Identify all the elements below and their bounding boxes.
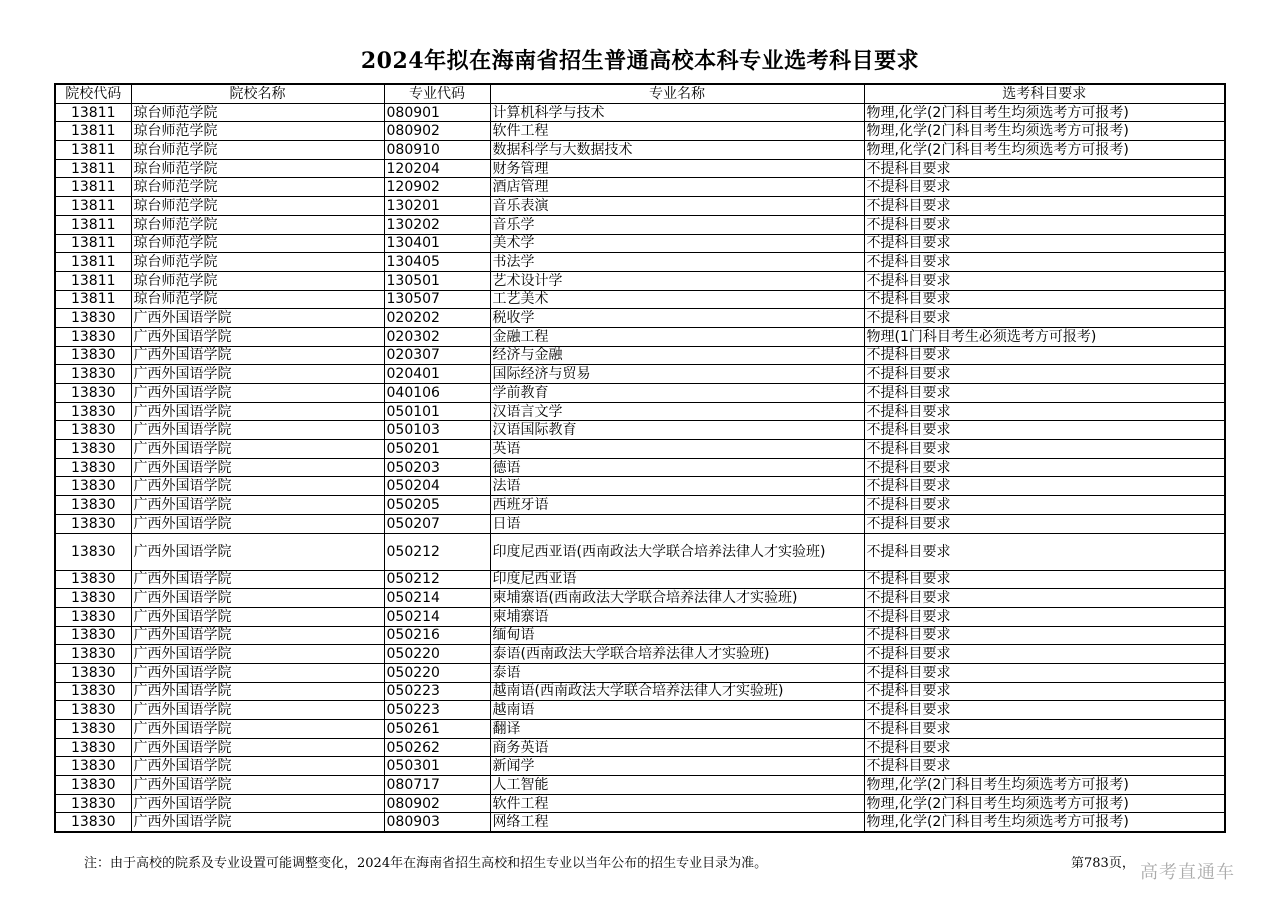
school-code-cell: 13811 (55, 290, 131, 309)
table-row (55, 178, 1225, 197)
major-code-cell: 050212 (384, 570, 490, 589)
major-code-cell: 050223 (384, 701, 490, 720)
school-name-cell: 广西外国语学院 (131, 458, 384, 477)
major-name-cell: 德语 (490, 458, 864, 477)
major-code-cell: 050103 (384, 421, 490, 440)
table-row (55, 421, 1225, 440)
school-code-cell: 13811 (55, 178, 131, 197)
school-name-cell: 广西外国语学院 (131, 309, 384, 328)
requirement-cell: 物理,化学(2门科目考生均须选考方可报考) (864, 776, 1225, 795)
school-code-cell: 13830 (55, 738, 131, 757)
school-code-cell: 13830 (55, 533, 131, 570)
school-name-cell: 广西外国语学院 (131, 514, 384, 533)
major-name-cell: 学前教育 (490, 384, 864, 403)
requirement-cell: 不提科目要求 (864, 234, 1225, 253)
school-name-cell: 琼台师范学院 (131, 122, 384, 141)
school-code-cell: 13811 (55, 197, 131, 216)
major-name-cell: 日语 (490, 514, 864, 533)
requirement-cell: 不提科目要求 (864, 346, 1225, 365)
major-name-cell: 美术学 (490, 234, 864, 253)
table-row (55, 384, 1225, 403)
requirement-cell: 不提科目要求 (864, 402, 1225, 421)
major-code-cell: 050214 (384, 607, 490, 626)
major-name-cell: 印度尼西亚语(西南政法大学联合培养法律人才实验班) (490, 533, 864, 570)
requirement-cell: 不提科目要求 (864, 682, 1225, 701)
major-name-cell: 西班牙语 (490, 496, 864, 515)
table-row (55, 309, 1225, 328)
school-code-cell: 13811 (55, 215, 131, 234)
major-name-cell: 软件工程 (490, 794, 864, 813)
major-code-cell: 050223 (384, 682, 490, 701)
school-code-cell: 13830 (55, 514, 131, 533)
table-row (55, 477, 1225, 496)
table-row (55, 533, 1225, 570)
requirement-cell: 不提科目要求 (864, 533, 1225, 570)
school-code-cell: 13830 (55, 813, 131, 832)
school-code-cell: 13811 (55, 141, 131, 160)
major-code-cell: 050220 (384, 663, 490, 682)
table-row (55, 103, 1225, 122)
requirement-cell: 物理(1门科目考生必须选考方可报考) (864, 327, 1225, 346)
school-name-cell: 琼台师范学院 (131, 215, 384, 234)
school-name-cell: 琼台师范学院 (131, 178, 384, 197)
requirement-cell: 不提科目要求 (864, 738, 1225, 757)
table-row (55, 570, 1225, 589)
requirement-cell: 不提科目要求 (864, 178, 1225, 197)
requirement-cell: 不提科目要求 (864, 626, 1225, 645)
watermark: 高考直通车 (1140, 862, 1235, 883)
school-name-cell: 广西外国语学院 (131, 327, 384, 346)
school-code-cell: 13830 (55, 440, 131, 459)
requirements-table (54, 83, 1226, 833)
requirement-cell: 不提科目要求 (864, 663, 1225, 682)
school-name-cell: 广西外国语学院 (131, 589, 384, 608)
table-row (55, 813, 1225, 832)
requirement-cell: 不提科目要求 (864, 570, 1225, 589)
requirement-cell: 不提科目要求 (864, 253, 1225, 272)
requirement-cell: 不提科目要求 (864, 645, 1225, 664)
major-name-cell: 国际经济与贸易 (490, 365, 864, 384)
school-name-cell: 琼台师范学院 (131, 103, 384, 122)
table-row (55, 365, 1225, 384)
requirement-cell: 不提科目要求 (864, 159, 1225, 178)
major-name-cell: 英语 (490, 440, 864, 459)
major-name-cell: 新闻学 (490, 757, 864, 776)
requirement-cell: 不提科目要求 (864, 290, 1225, 309)
school-name-cell: 广西外国语学院 (131, 663, 384, 682)
major-code-cell: 080902 (384, 122, 490, 141)
major-code-cell: 120902 (384, 178, 490, 197)
table-row (55, 776, 1225, 795)
requirement-cell: 不提科目要求 (864, 514, 1225, 533)
major-code-cell: 080901 (384, 103, 490, 122)
major-name-cell: 计算机科学与技术 (490, 103, 864, 122)
school-name-cell: 广西外国语学院 (131, 533, 384, 570)
school-code-cell: 13830 (55, 496, 131, 515)
page-number: 第783页， (1071, 856, 1135, 871)
requirement-cell: 不提科目要求 (864, 701, 1225, 720)
major-name-cell: 商务英语 (490, 738, 864, 757)
major-name-cell: 泰语(西南政法大学联合培养法律人才实验班) (490, 645, 864, 664)
major-name-cell: 艺术设计学 (490, 271, 864, 290)
major-name-cell: 税收学 (490, 309, 864, 328)
table-row (55, 122, 1225, 141)
school-code-cell: 13811 (55, 103, 131, 122)
table-row (55, 440, 1225, 459)
major-code-cell: 080903 (384, 813, 490, 832)
school-name-cell: 琼台师范学院 (131, 197, 384, 216)
major-name-cell: 汉语言文学 (490, 402, 864, 421)
table-row (55, 159, 1225, 178)
table-row (55, 234, 1225, 253)
school-code-cell: 13830 (55, 701, 131, 720)
major-code-cell: 050207 (384, 514, 490, 533)
major-name-cell: 酒店管理 (490, 178, 864, 197)
school-name-cell: 广西外国语学院 (131, 720, 384, 739)
school-name-cell: 广西外国语学院 (131, 384, 384, 403)
school-code-cell: 13830 (55, 458, 131, 477)
requirement-cell: 不提科目要求 (864, 271, 1225, 290)
major-name-cell: 印度尼西亚语 (490, 570, 864, 589)
major-code-cell: 050212 (384, 533, 490, 570)
table-row (55, 327, 1225, 346)
requirement-cell: 不提科目要求 (864, 384, 1225, 403)
table-row (55, 197, 1225, 216)
table-row (55, 402, 1225, 421)
requirement-cell: 不提科目要求 (864, 757, 1225, 776)
school-name-cell: 广西外国语学院 (131, 421, 384, 440)
school-code-cell: 13811 (55, 234, 131, 253)
header-major-code: 专业代码 (384, 84, 490, 103)
requirement-cell: 不提科目要求 (864, 607, 1225, 626)
major-code-cell: 050101 (384, 402, 490, 421)
school-code-cell: 13811 (55, 122, 131, 141)
header-major-name: 专业名称 (490, 84, 864, 103)
major-code-cell: 080717 (384, 776, 490, 795)
school-name-cell: 广西外国语学院 (131, 346, 384, 365)
table-row (55, 682, 1225, 701)
requirement-cell: 不提科目要求 (864, 458, 1225, 477)
school-name-cell: 广西外国语学院 (131, 701, 384, 720)
table-row (55, 514, 1225, 533)
major-name-cell: 人工智能 (490, 776, 864, 795)
major-name-cell: 泰语 (490, 663, 864, 682)
major-code-cell: 080910 (384, 141, 490, 160)
school-name-cell: 广西外国语学院 (131, 607, 384, 626)
school-code-cell: 13830 (55, 645, 131, 664)
requirement-cell: 不提科目要求 (864, 365, 1225, 384)
major-name-cell: 工艺美术 (490, 290, 864, 309)
major-code-cell: 050201 (384, 440, 490, 459)
requirement-cell: 不提科目要求 (864, 496, 1225, 515)
school-code-cell: 13830 (55, 309, 131, 328)
table-body (55, 103, 1225, 832)
school-code-cell: 13830 (55, 589, 131, 608)
school-name-cell: 广西外国语学院 (131, 365, 384, 384)
school-name-cell: 广西外国语学院 (131, 738, 384, 757)
table-row (55, 720, 1225, 739)
table-row (55, 757, 1225, 776)
major-code-cell: 020202 (384, 309, 490, 328)
requirement-cell: 不提科目要求 (864, 421, 1225, 440)
footnote: 注：由于高校的院系及专业设置可能调整变化，2024年在海南省招生高校和招生专业以当年公布的招生专业目录为准。 (84, 856, 768, 871)
major-code-cell: 050203 (384, 458, 490, 477)
major-code-cell: 130405 (384, 253, 490, 272)
school-name-cell: 广西外国语学院 (131, 440, 384, 459)
requirement-cell: 不提科目要求 (864, 477, 1225, 496)
school-name-cell: 琼台师范学院 (131, 271, 384, 290)
major-name-cell: 数据科学与大数据技术 (490, 141, 864, 160)
table-row (55, 458, 1225, 477)
table-row (55, 290, 1225, 309)
major-name-cell: 越南语 (490, 701, 864, 720)
major-code-cell: 120204 (384, 159, 490, 178)
requirement-cell: 不提科目要求 (864, 589, 1225, 608)
school-name-cell: 广西外国语学院 (131, 682, 384, 701)
page-title: 2024年拟在海南省招生普通高校本科专业选考科目要求 (360, 48, 920, 74)
school-name-cell: 广西外国语学院 (131, 645, 384, 664)
major-code-cell: 050262 (384, 738, 490, 757)
requirement-cell: 物理,化学(2门科目考生均须选考方可报考) (864, 813, 1225, 832)
requirement-cell: 物理,化学(2门科目考生均须选考方可报考) (864, 141, 1225, 160)
major-name-cell: 音乐学 (490, 215, 864, 234)
requirement-cell: 物理,化学(2门科目考生均须选考方可报考) (864, 103, 1225, 122)
school-code-cell: 13830 (55, 626, 131, 645)
table-row (55, 607, 1225, 626)
school-code-cell: 13830 (55, 776, 131, 795)
major-name-cell: 软件工程 (490, 122, 864, 141)
school-code-cell: 13830 (55, 327, 131, 346)
school-name-cell: 琼台师范学院 (131, 234, 384, 253)
school-name-cell: 广西外国语学院 (131, 477, 384, 496)
requirement-cell: 物理,化学(2门科目考生均须选考方可报考) (864, 794, 1225, 813)
major-name-cell: 越南语(西南政法大学联合培养法律人才实验班) (490, 682, 864, 701)
school-code-cell: 13830 (55, 402, 131, 421)
school-code-cell: 13830 (55, 607, 131, 626)
major-code-cell: 050204 (384, 477, 490, 496)
school-code-cell: 13830 (55, 365, 131, 384)
major-code-cell: 050216 (384, 626, 490, 645)
table-row (55, 738, 1225, 757)
header-school-code: 院校代码 (55, 84, 131, 103)
school-name-cell: 广西外国语学院 (131, 776, 384, 795)
major-code-cell: 040106 (384, 384, 490, 403)
requirement-cell: 物理,化学(2门科目考生均须选考方可报考) (864, 122, 1225, 141)
requirement-cell: 不提科目要求 (864, 720, 1225, 739)
table-header-row (55, 84, 1225, 103)
major-name-cell: 书法学 (490, 253, 864, 272)
school-name-cell: 琼台师范学院 (131, 253, 384, 272)
table-row (55, 701, 1225, 720)
school-name-cell: 广西外国语学院 (131, 496, 384, 515)
header-subject-requirement: 选考科目要求 (864, 84, 1225, 103)
school-code-cell: 13830 (55, 757, 131, 776)
school-code-cell: 13830 (55, 794, 131, 813)
school-code-cell: 13830 (55, 720, 131, 739)
table-row (55, 346, 1225, 365)
requirement-cell: 不提科目要求 (864, 197, 1225, 216)
major-name-cell: 法语 (490, 477, 864, 496)
major-code-cell: 130401 (384, 234, 490, 253)
school-name-cell: 广西外国语学院 (131, 402, 384, 421)
major-name-cell: 音乐表演 (490, 197, 864, 216)
table-row (55, 271, 1225, 290)
major-code-cell: 020302 (384, 327, 490, 346)
school-name-cell: 广西外国语学院 (131, 794, 384, 813)
requirement-cell: 不提科目要求 (864, 309, 1225, 328)
major-code-cell: 130507 (384, 290, 490, 309)
major-code-cell: 130201 (384, 197, 490, 216)
school-code-cell: 13811 (55, 159, 131, 178)
major-code-cell: 130501 (384, 271, 490, 290)
major-name-cell: 翻译 (490, 720, 864, 739)
major-code-cell: 020401 (384, 365, 490, 384)
table-row (55, 645, 1225, 664)
major-name-cell: 财务管理 (490, 159, 864, 178)
table-row (55, 589, 1225, 608)
table-row (55, 141, 1225, 160)
major-code-cell: 050220 (384, 645, 490, 664)
header-school-name: 院校名称 (131, 84, 384, 103)
table-row (55, 794, 1225, 813)
school-name-cell: 广西外国语学院 (131, 757, 384, 776)
major-name-cell: 柬埔寨语(西南政法大学联合培养法律人才实验班) (490, 589, 864, 608)
school-name-cell: 广西外国语学院 (131, 813, 384, 832)
major-code-cell: 050205 (384, 496, 490, 515)
major-name-cell: 柬埔寨语 (490, 607, 864, 626)
school-code-cell: 13811 (55, 271, 131, 290)
major-code-cell: 050214 (384, 589, 490, 608)
school-code-cell: 13830 (55, 682, 131, 701)
school-code-cell: 13830 (55, 346, 131, 365)
major-code-cell: 050301 (384, 757, 490, 776)
major-name-cell: 金融工程 (490, 327, 864, 346)
table-row (55, 253, 1225, 272)
major-name-cell: 网络工程 (490, 813, 864, 832)
school-code-cell: 13830 (55, 384, 131, 403)
school-name-cell: 琼台师范学院 (131, 159, 384, 178)
school-code-cell: 13830 (55, 421, 131, 440)
school-name-cell: 琼台师范学院 (131, 141, 384, 160)
school-code-cell: 13811 (55, 253, 131, 272)
school-name-cell: 广西外国语学院 (131, 570, 384, 589)
table-row (55, 496, 1225, 515)
school-name-cell: 琼台师范学院 (131, 290, 384, 309)
table-row (55, 663, 1225, 682)
major-code-cell: 020307 (384, 346, 490, 365)
school-code-cell: 13830 (55, 477, 131, 496)
major-code-cell: 050261 (384, 720, 490, 739)
school-code-cell: 13830 (55, 663, 131, 682)
school-code-cell: 13830 (55, 570, 131, 589)
major-code-cell: 130202 (384, 215, 490, 234)
school-name-cell: 广西外国语学院 (131, 626, 384, 645)
major-name-cell: 经济与金融 (490, 346, 864, 365)
table-row (55, 215, 1225, 234)
requirement-cell: 不提科目要求 (864, 440, 1225, 459)
major-name-cell: 汉语国际教育 (490, 421, 864, 440)
major-name-cell: 缅甸语 (490, 626, 864, 645)
major-code-cell: 080902 (384, 794, 490, 813)
requirement-cell: 不提科目要求 (864, 215, 1225, 234)
table-row (55, 626, 1225, 645)
